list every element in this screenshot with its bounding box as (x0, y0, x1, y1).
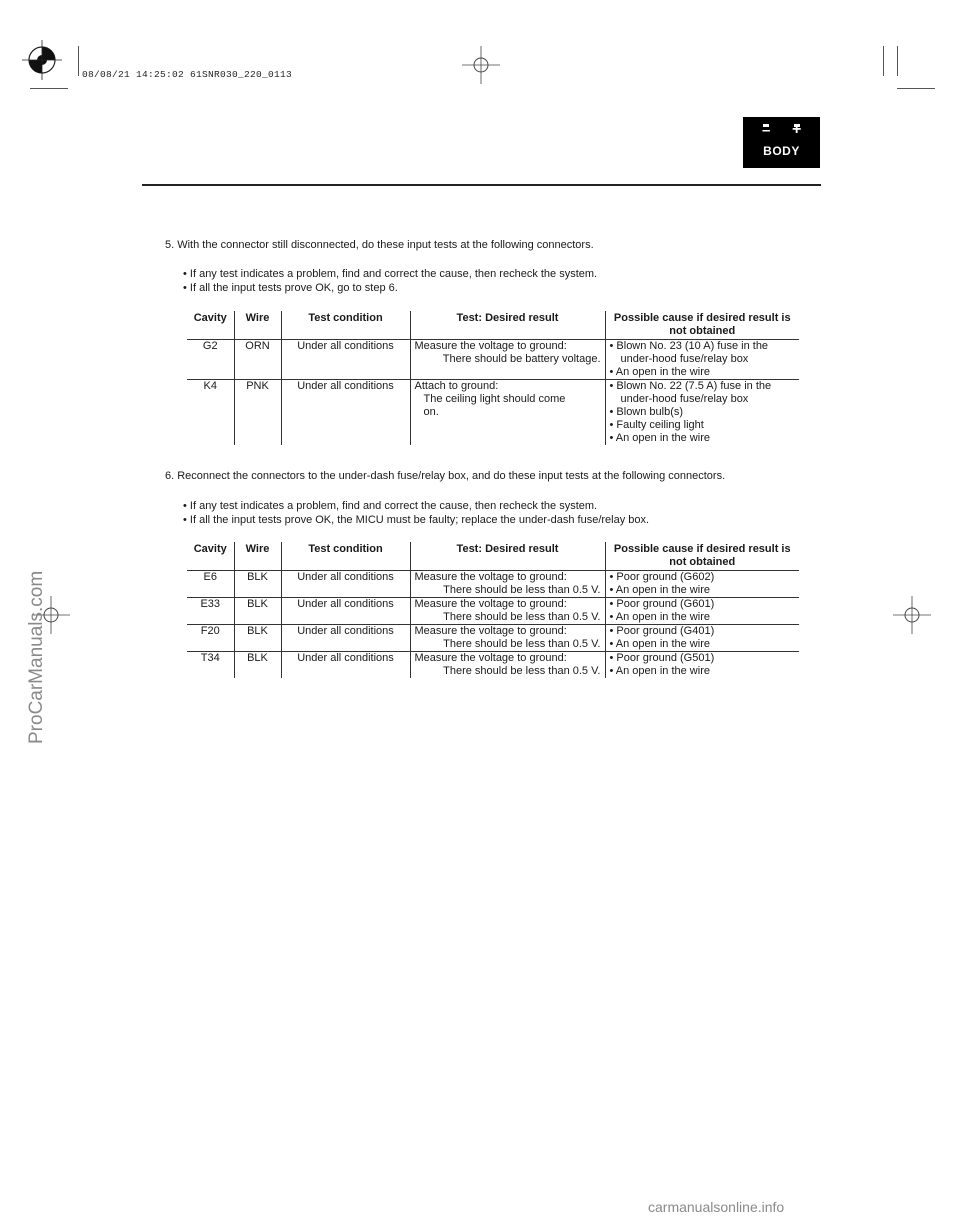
cell-cavity: E33 (187, 598, 234, 625)
cell-test-condition: Under all conditions (281, 340, 410, 380)
cause-line: • Poor ground (G501) (609, 652, 715, 664)
watermark-carmanualsonline: carmanualsonline.info (648, 1199, 785, 1215)
cell-wire: BLK (234, 625, 281, 652)
header-cavity: Cavity (187, 311, 234, 340)
cell-desired-result (410, 571, 605, 598)
result-line: There should be less than 0.5 V. (443, 665, 601, 677)
table-header-row (187, 542, 799, 571)
table-row (187, 598, 799, 625)
cause-line: • An open in the wire (609, 665, 710, 677)
header-possible-cause: Possible cause if desired result is not obtained (605, 311, 799, 340)
crop-mark (897, 46, 898, 76)
input-test-table-2 (187, 542, 799, 678)
step-5-bullet: • If any test indicates a problem, find and correct the cause, then recheck the system. (183, 268, 598, 280)
cell-desired-result (410, 340, 605, 380)
cause-line: • Poor ground (G602) (609, 571, 715, 583)
cell-possible-cause (605, 625, 799, 652)
cell-test-condition: Under all conditions (281, 380, 410, 446)
cell-possible-cause (605, 380, 799, 446)
cell-wire: PNK (234, 380, 281, 446)
crop-mark (897, 88, 935, 89)
cell-cavity: F20 (187, 625, 234, 652)
step-6-bullet: • If any test indicates a problem, find and correct the cause, then recheck the system. (183, 500, 598, 512)
crop-mark (883, 46, 884, 76)
header-desired-result: Test: Desired result (410, 311, 605, 340)
table-row (187, 652, 799, 679)
header-desired-result: Test: Desired result (410, 542, 605, 571)
battery-minus-sign: – (762, 122, 771, 139)
step-6-text: 6. Reconnect the connectors to the under-dash fuse/relay box, and do these input tests at the following connectors. (165, 470, 726, 482)
result-line: There should be less than 0.5 V. (443, 638, 601, 650)
cause-line: • Blown No. 23 (10 A) fuse in the under-hood fuse/relay box (609, 340, 769, 365)
battery-plus-sign: + (792, 121, 802, 138)
header-test-condition: Test condition (281, 542, 410, 571)
crosshair-mark-top (462, 46, 500, 84)
cell-possible-cause (605, 652, 799, 679)
cause-line: • An open in the wire (609, 584, 710, 596)
cell-cavity: K4 (187, 380, 234, 446)
result-line: Measure the voltage to ground: (414, 598, 567, 610)
header-wire: Wire (234, 311, 281, 340)
cause-line: • An open in the wire (609, 611, 710, 623)
cell-desired-result (410, 380, 605, 446)
header-rule (142, 184, 821, 186)
result-line: Measure the voltage to ground: (414, 625, 567, 637)
cause-line: • Faulty ceiling light (609, 419, 704, 431)
header-wire: Wire (234, 542, 281, 571)
cause-line: • An open in the wire (609, 638, 710, 650)
cell-test-condition: Under all conditions (281, 571, 410, 598)
cause-line: • An open in the wire (609, 366, 710, 378)
cause-line: • Poor ground (G401) (609, 625, 715, 637)
header-cavity: Cavity (187, 542, 234, 571)
cell-test-condition: Under all conditions (281, 625, 410, 652)
result-line: There should be less than 0.5 V. (443, 611, 601, 623)
battery-icon (743, 117, 820, 168)
table-row (187, 571, 799, 598)
watermark-procarmanuals: ProCarManuals.com (26, 570, 47, 744)
header-test-condition: Test condition (281, 311, 410, 340)
step-5-bullet: • If all the input tests prove OK, go to step 6. (183, 282, 398, 294)
cell-desired-result (410, 652, 605, 679)
table-row (187, 340, 799, 380)
result-line: There should be less than 0.5 V. (443, 584, 601, 596)
header-possible-cause: Possible cause if desired result is not obtained (605, 542, 799, 571)
cell-cavity: E6 (187, 571, 234, 598)
cell-wire: BLK (234, 571, 281, 598)
cell-wire: BLK (234, 652, 281, 679)
cell-possible-cause (605, 598, 799, 625)
result-line: Measure the voltage to ground: (414, 652, 567, 664)
cause-line: • An open in the wire (609, 432, 710, 444)
result-line: Attach to ground: (414, 380, 499, 392)
section-badge (743, 117, 820, 168)
cell-cavity: G2 (187, 340, 234, 380)
result-line: Measure the voltage to ground: (414, 571, 567, 583)
table-row (187, 625, 799, 652)
cell-possible-cause (605, 340, 799, 380)
cell-test-condition: Under all conditions (281, 598, 410, 625)
crop-mark (30, 88, 68, 89)
cell-cavity: T34 (187, 652, 234, 679)
result-line: There should be battery voltage. (442, 353, 601, 365)
table-header-row (187, 311, 799, 340)
cause-line: • Blown No. 22 (7.5 A) fuse in the under-hood fuse/relay box (609, 380, 772, 405)
badge-label: BODY (763, 144, 800, 158)
cell-desired-result (410, 598, 605, 625)
cell-wire: BLK (234, 598, 281, 625)
print-stamp: 08/08/21 14:25:02 61SNR030_220_0113 (82, 69, 293, 80)
step-5-text: 5. With the connector still disconnected, do these input tests at the following connectors. (165, 239, 594, 251)
cell-test-condition: Under all conditions (281, 652, 410, 679)
crop-mark (78, 46, 79, 76)
step-6-bullet: • If all the input tests prove OK, the MICU must be faulty; replace the under-dash fuse/relay box. (183, 514, 650, 526)
crosshair-mark-right (893, 596, 931, 634)
cause-line: • Blown bulb(s) (609, 406, 684, 418)
result-line: on. (423, 406, 439, 418)
input-test-table-1 (187, 311, 799, 445)
table-row (187, 380, 799, 446)
cell-possible-cause (605, 571, 799, 598)
cell-desired-result (410, 625, 605, 652)
result-line: The ceiling light should come (423, 393, 566, 405)
result-line: Measure the voltage to ground: (414, 340, 567, 352)
cell-wire: ORN (234, 340, 281, 380)
cause-line: • Poor ground (G601) (609, 598, 715, 610)
